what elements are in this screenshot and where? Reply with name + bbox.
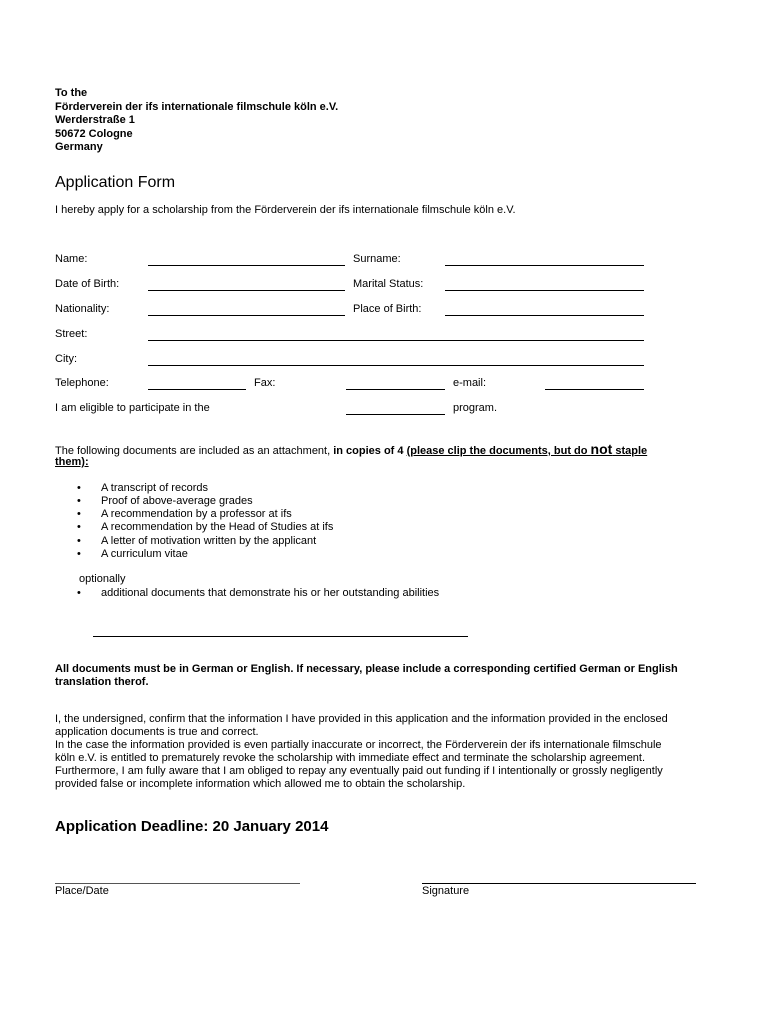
dob-label: Date of Birth: [55, 278, 120, 290]
documents-intro-line2: them): [55, 456, 89, 468]
document-item-2: Proof of above-average grades [101, 495, 253, 507]
pob-field[interactable] [445, 315, 644, 316]
declaration-line-2: application documents is true and correct. [55, 726, 259, 738]
eligible-label: I am eligible to participate in the [55, 402, 210, 414]
telephone-field[interactable] [148, 389, 246, 390]
bullet-6: • [77, 548, 81, 560]
address-line-5: Germany [55, 141, 103, 153]
address-line-2: Förderverein der ifs internationale filmschule köln e.V. [55, 100, 339, 113]
nationality-field[interactable] [148, 315, 345, 316]
declaration-line-3: In the case the information provided is even partially inaccurate or incorrect, the Förderverein der ifs internationale filmschule [55, 739, 662, 751]
program-field[interactable] [346, 414, 445, 415]
city-label: City: [55, 353, 77, 365]
declaration [55, 713, 668, 791]
pob-label: Place of Birth: [353, 303, 422, 315]
address-line-3: Werderstraße 1 [55, 114, 135, 126]
bullet-5: • [77, 535, 81, 547]
declaration-line-5: Furthermore, I am fully aware that I am obliged to repay any eventually paid out funding if I intentionally or grossly negligently [55, 765, 663, 777]
bullet-3: • [77, 508, 81, 520]
separator-line [93, 636, 468, 637]
signature-field[interactable] [422, 883, 696, 884]
name-field[interactable] [148, 265, 345, 266]
document-item-1: A transcript of records [101, 482, 208, 494]
place-date-label: Place/Date [55, 885, 109, 897]
bullet-optional: • [77, 587, 81, 599]
declaration-line-4: köln e.V. is entitled to prematurely revoke the scholarship with immediate effect and terminate the scholarship agreement. [55, 752, 646, 764]
name-label: Name: [55, 253, 88, 265]
place-date-field[interactable] [55, 883, 300, 884]
dob-field[interactable] [148, 290, 345, 291]
address-line-1: To the [55, 87, 88, 99]
telephone-label: Telephone: [55, 377, 109, 389]
bullet-1: • [77, 482, 81, 494]
document-item-3: A recommendation by a professor at ifs [101, 508, 292, 520]
program-label: program. [453, 402, 498, 414]
documents-intro-bold: in copies of 4 [333, 445, 407, 457]
city-field[interactable] [148, 365, 644, 366]
documents-intro [55, 441, 647, 457]
email-label: e-mail: [453, 377, 487, 389]
bullet-4: • [77, 521, 81, 533]
language-notice-line-1: All documents must be in German or English. If necessary, please include a corresponding certified German or English [55, 663, 678, 675]
application-deadline: Application Deadline: 20 January 2014 [55, 818, 329, 835]
document-item-6: A curriculum vitae [101, 548, 188, 560]
documents-intro-normal: The following documents are included as an attachment, [55, 445, 334, 457]
address-line-4: 50672 Cologne [55, 127, 133, 140]
form-intro: I hereby apply for a scholarship from the Förderverein der ifs internationale filmschule köln e.V. [55, 204, 516, 216]
document-item-5: A letter of motivation written by the applicant [101, 535, 317, 547]
surname-field[interactable] [445, 265, 644, 266]
nationality-label: Nationality: [55, 303, 110, 315]
street-field[interactable] [148, 340, 644, 341]
bullet-2: • [77, 495, 81, 507]
declaration-line-6: provided false or incomplete information which allowed me to obtain the scholarship. [55, 778, 466, 790]
surname-label: Surname: [353, 253, 401, 265]
email-field[interactable] [545, 389, 644, 390]
marital-field[interactable] [445, 290, 644, 291]
signature-label: Signature [422, 885, 470, 897]
optional-label: optionally [79, 573, 126, 585]
fax-field[interactable] [346, 389, 445, 390]
marital-label: Marital Status: [353, 278, 424, 290]
form-title: Application Form [55, 174, 176, 191]
fax-label: Fax: [254, 377, 276, 389]
street-label: Street: [55, 328, 88, 340]
documents-intro-underlined: (please clip the documents, but do [406, 445, 591, 457]
documents-intro-staple: staple [612, 445, 648, 457]
declaration-line-1: I, the undersigned, confirm that the information I have provided in this application and the information provided in the enclosed [55, 713, 668, 725]
optional-item: additional documents that demonstrate his or her outstanding abilities [101, 587, 440, 599]
document-item-4: A recommendation by the Head of Studies at ifs [101, 521, 334, 533]
address-block [55, 87, 338, 155]
language-notice-line-2: translation therof. [55, 676, 149, 688]
documents-intro-not: not [590, 441, 613, 457]
